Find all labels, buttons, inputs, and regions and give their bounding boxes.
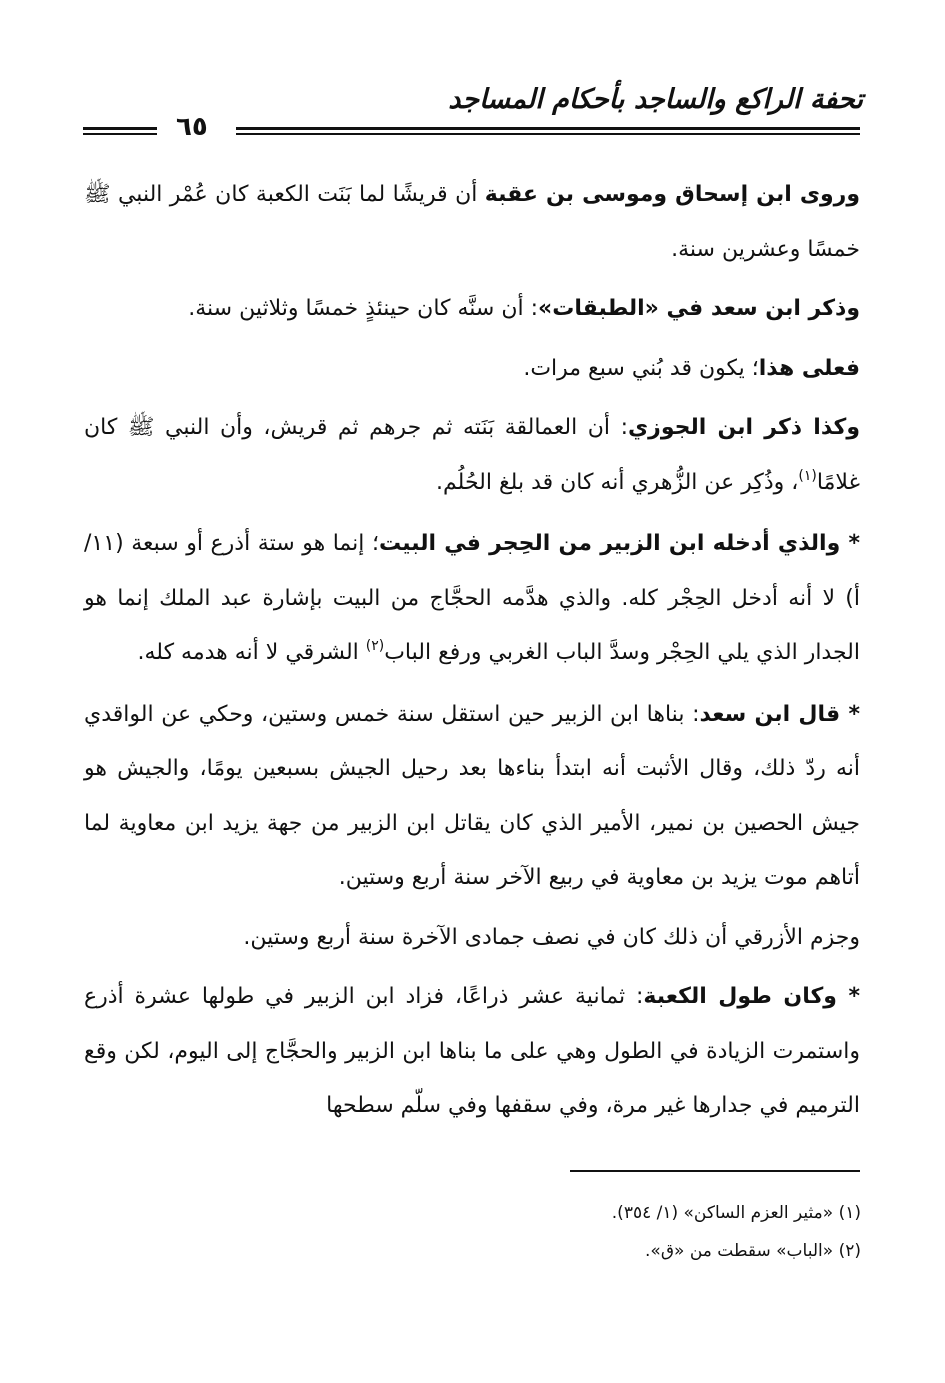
header-double-rule-short <box>83 127 157 137</box>
text-run: وجزم الأزرقي أن ذلك كان في نصف جمادى الآخرة سنة أربع وستين. <box>243 924 860 950</box>
text-run: : بناها ابن الزبير حين استقل سنة خمس وستين، وحكي عن الواقدي أنه ردّ ذلك، وقال الأثبت أنه ابتدأ بناءها بعد رحيل الجيش بسبعين يومًا، والجيش هو جيش الحصين بن نمير، الأمير الذي كان يقاتل ابن الزبير من جهة يزيد ابن معاوية لما أتاهم موت يزيد بن معاوية في ربيع الآخر سنة أربع وستين. <box>84 701 860 890</box>
bold-text-run: فعلى هذا <box>758 355 860 381</box>
paragraph <box>84 168 860 277</box>
text-run: ؛ إنما هو ستة أذرع أو سبعة (١١/أ) لا أنه أدخل الحِجْر كله. والذي هدَّمه الحجَّاج من البيت بإشارة عبد الملك إنما هو الجدار الذي يلي الحِجْر وسدَّ الباب الغربي ورفع الباب <box>84 531 860 665</box>
text-run: ؛ يكون قد بُني سبع مرات. <box>523 355 759 381</box>
text-run: : ثمانية عشر ذراعًا، فزاد ابن الزبير في طولها عشرة أذرع واستمرت الزيادة في الطول وهي على ما بناها ابن الزبير والحجَّاج إلى اليوم، لكن وقع الترميم في جدارها غير مرة، وفي سقفها وفي سلّم سطحها <box>84 984 860 1118</box>
text-run: الشرقي لا أنه هدمه كله. <box>137 640 366 665</box>
running-head-title: تحفة الراكع والساجد بأحكام المساجد <box>448 84 863 115</box>
paragraph <box>84 401 860 512</box>
header-double-rule <box>236 127 860 137</box>
paragraph <box>84 282 860 337</box>
bold-text-run: وكذا ذكر ابن الجوزي <box>628 415 860 440</box>
footnotes <box>161 1194 861 1270</box>
body-text <box>84 168 860 1134</box>
bold-text-run: وروى ابن إسحاق وموسى بن عقبة <box>484 182 861 207</box>
paragraph <box>84 517 860 683</box>
paragraph <box>84 688 860 906</box>
paragraph <box>84 911 860 966</box>
bold-text-run: وذكر ابن سعد في «الطبقات» <box>538 296 860 321</box>
footnote-marker: (١) <box>798 467 817 484</box>
text-run: أن قريشًا لما بَنَت الكعبة كان عُمْر النبي ﷺ خمسًا وعشرين سنة. <box>84 182 860 262</box>
footnote-separator <box>570 1170 860 1172</box>
text-run: : أن العمالقة بَنَته ثم جرهم ثم قريش، وأن النبي ﷺ كان غلامًا <box>84 415 860 495</box>
footnote-marker: (٢) <box>365 638 385 654</box>
footnote: (٢) «الباب» سقطت من «ق». <box>645 1241 861 1261</box>
paragraph <box>84 342 860 397</box>
text-run: : أن سنَّه كان حينئذٍ خمسًا وثلاثين سنة. <box>188 296 539 321</box>
bold-text-run: * قال ابن سعد <box>699 701 860 727</box>
bold-text-run: * وكان طول الكعبة <box>643 984 860 1009</box>
paragraph <box>84 970 860 1134</box>
footnote: (١) «مثير العزم الساكن» (١/ ٣٥٤). <box>611 1203 861 1223</box>
bold-text-run: * والذي أدخله ابن الزبير من الحِجر في البيت <box>378 531 860 556</box>
text-run: ، وذُكِر عن الزُّهري أنه كان قد بلغ الحُلُم. <box>436 469 799 495</box>
page-number: ٦٥ <box>176 112 208 142</box>
